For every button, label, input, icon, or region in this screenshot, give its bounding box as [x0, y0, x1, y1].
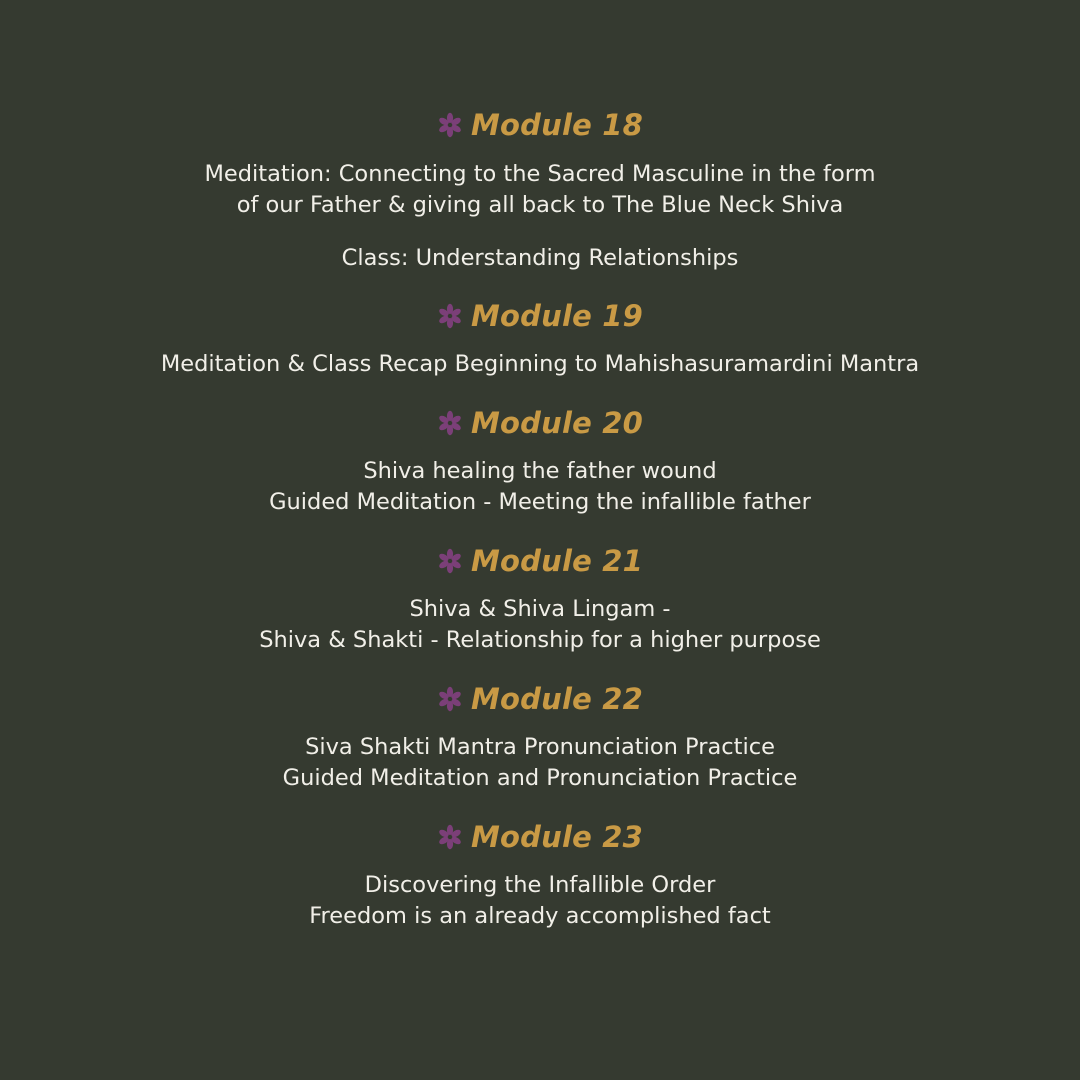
- description-line: Meditation: Connecting to the Sacred Masculine in the form: [204, 161, 876, 187]
- description-line: Shiva healing the father wound: [363, 458, 717, 484]
- description-line: Meditation & Class Recap Beginning to Mahishasuramardini Mantra: [160, 351, 920, 377]
- module-21: [0, 540, 1080, 656]
- module-heading: [0, 678, 1080, 720]
- module-heading: [0, 402, 1080, 444]
- flower-icon: [437, 548, 463, 574]
- module-title: Module 21: [470, 544, 644, 578]
- flower-icon: [437, 410, 463, 436]
- module-22: [0, 678, 1080, 794]
- module-title: Module 19: [470, 299, 644, 333]
- module-title: Module 20: [470, 406, 644, 440]
- module-18: [0, 104, 1080, 274]
- flower-icon: [437, 686, 463, 712]
- description-line: Class: Understanding Relationships: [341, 245, 739, 271]
- module-description: [0, 594, 1080, 656]
- module-heading: [0, 540, 1080, 582]
- module-title: Module 18: [470, 108, 644, 142]
- flower-icon: [437, 824, 463, 850]
- module-title: Module 23: [470, 820, 644, 854]
- module-heading: [0, 295, 1080, 337]
- module-description: [0, 159, 1080, 274]
- description-line: of our Father & giving all back to The Blue Neck Shiva: [236, 192, 844, 218]
- flower-icon: [437, 112, 463, 138]
- description-line: Siva Shakti Mantra Pronunciation Practice: [305, 734, 775, 760]
- module-description: [0, 870, 1080, 932]
- module-title: Module 22: [470, 682, 644, 716]
- description-line: Shiva & Shakti - Relationship for a higher purpose: [259, 627, 821, 653]
- module-description: [0, 349, 1080, 380]
- description-line: Discovering the Infallible Order: [364, 872, 716, 898]
- description-line: Guided Meditation - Meeting the infallible father: [269, 489, 811, 515]
- module-description: [0, 732, 1080, 794]
- module-20: [0, 402, 1080, 518]
- description-line: Shiva & Shiva Lingam -: [409, 596, 671, 622]
- module-description: [0, 456, 1080, 518]
- module-19: [0, 295, 1080, 380]
- module-heading: [0, 104, 1080, 146]
- module-heading: [0, 816, 1080, 858]
- description-line: Freedom is an already accomplished fact: [309, 903, 771, 929]
- description-line: Guided Meditation and Pronunciation Practice: [282, 765, 798, 791]
- module-23: [0, 816, 1080, 932]
- flower-icon: [437, 303, 463, 329]
